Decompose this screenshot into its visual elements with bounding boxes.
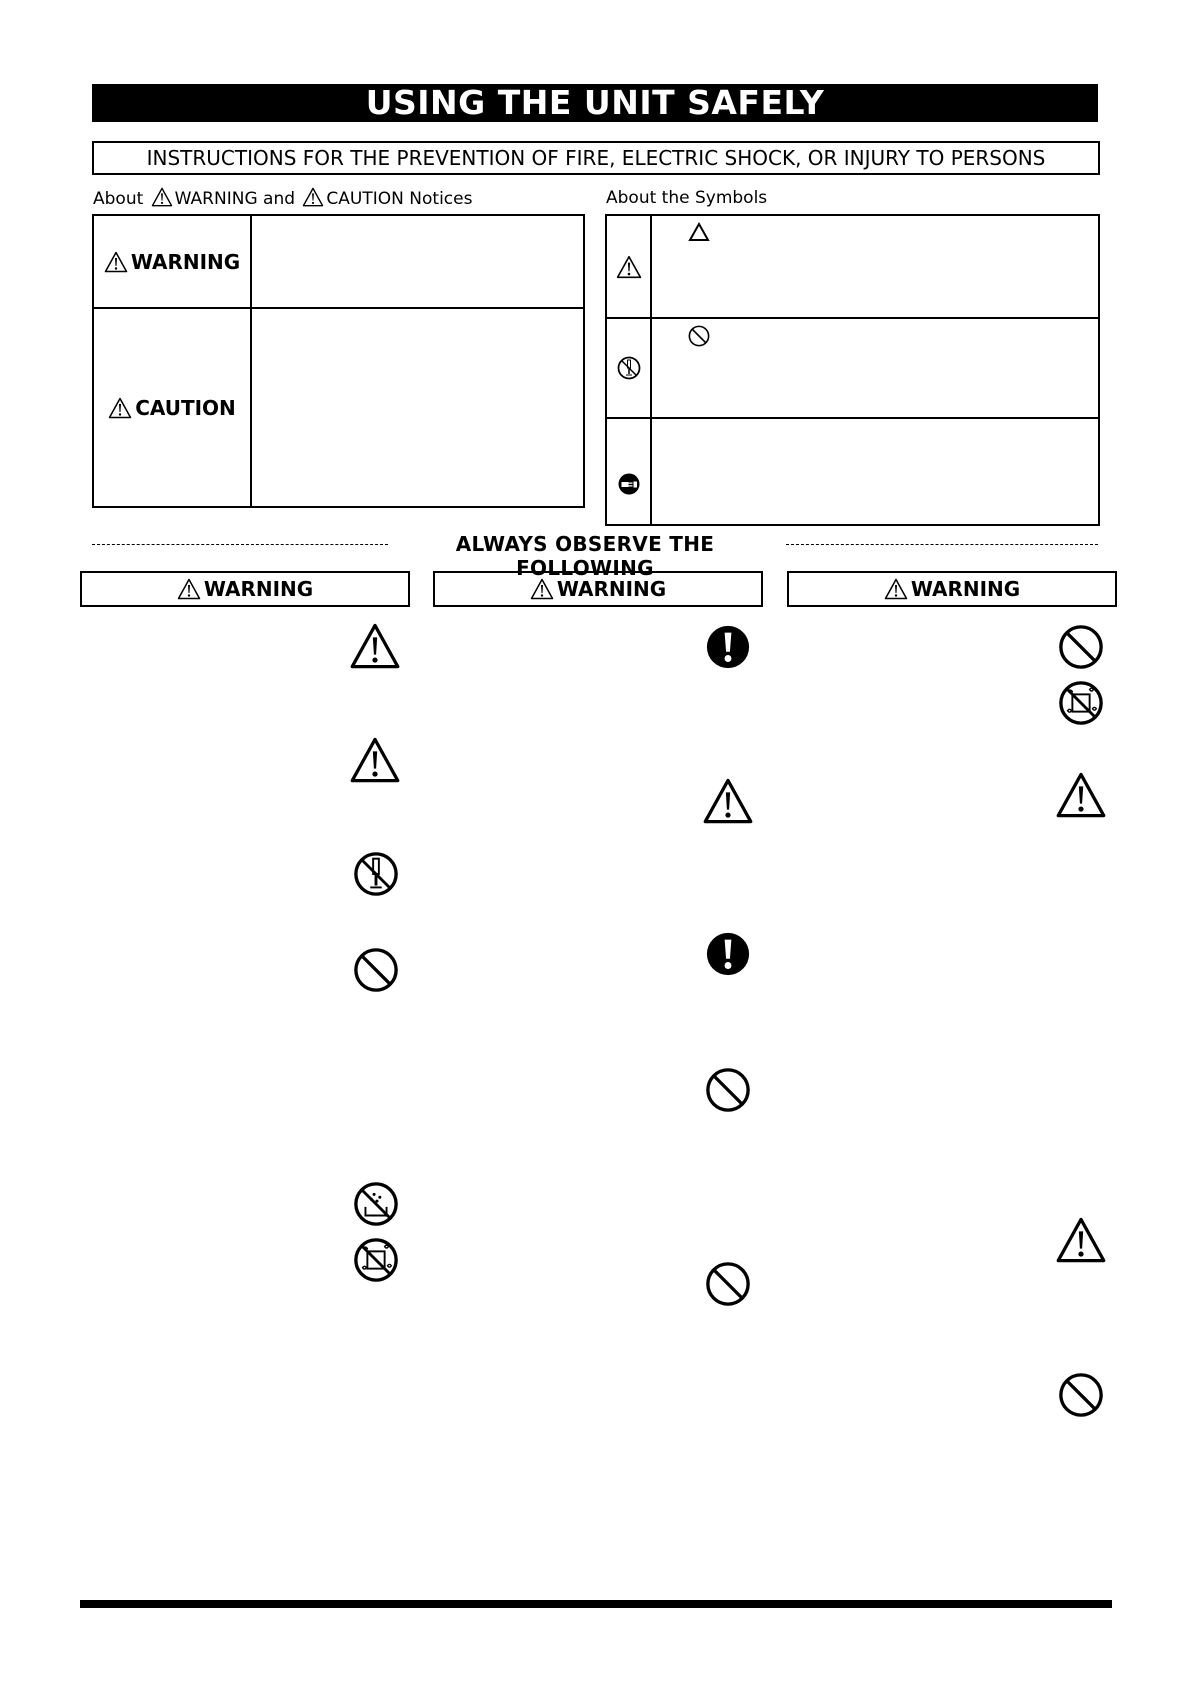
notices-heading-warning: WARNING xyxy=(174,189,258,209)
triangle-outline-icon xyxy=(688,222,710,242)
warning-label-text: WARNING xyxy=(130,249,241,274)
instructions-subtitle: INSTRUCTIONS FOR THE PREVENTION OF FIRE, ELECTRIC SHOCK, OR INJURY TO PERSONS xyxy=(92,141,1100,175)
notices-heading-suffix: Notices xyxy=(409,189,473,209)
divider-left xyxy=(92,544,388,545)
warning-triangle-icon xyxy=(151,187,173,207)
notices-heading-prefix: About xyxy=(93,189,144,209)
symbols-heading: About the Symbols xyxy=(606,188,768,208)
caution-label-text: CAUTION xyxy=(135,395,236,420)
page-title: USING THE UNIT SAFELY xyxy=(92,84,1098,122)
prohibition-icon xyxy=(353,947,399,993)
caution-triangle-icon xyxy=(702,777,754,825)
column-3-header-label: WARNING xyxy=(910,577,1021,601)
symbols-table xyxy=(605,214,1100,526)
prohibition-icon xyxy=(705,1261,751,1307)
caution-triangle-icon xyxy=(302,187,324,207)
column-2-header-label: WARNING xyxy=(556,577,667,601)
symbol-icon-cell xyxy=(607,419,652,524)
no-wet-hands-icon xyxy=(353,1237,399,1283)
always-observe-heading: ALWAYS OBSERVE THE FOLLOWING xyxy=(455,532,715,580)
no-disassemble-icon xyxy=(353,851,399,897)
notice-caution-label xyxy=(94,309,252,506)
notices-heading-and: and xyxy=(263,189,296,209)
no-wet-hands-icon xyxy=(1058,680,1104,726)
prohibition-icon xyxy=(705,1067,751,1113)
notice-row-caution xyxy=(94,309,583,506)
prohibition-icon xyxy=(1058,1372,1104,1418)
column-3-header xyxy=(787,571,1117,607)
warning-triangle-icon xyxy=(177,578,201,600)
caution-triangle-icon xyxy=(1055,771,1107,819)
notice-table xyxy=(92,214,585,508)
column-2-header xyxy=(433,571,763,607)
symbol-row-prohibition xyxy=(607,319,1098,419)
warning-triangle-icon xyxy=(530,578,554,600)
footer-rule xyxy=(80,1600,1112,1608)
symbol-icon-cell xyxy=(607,319,652,417)
column-1-header-label: WARNING xyxy=(203,577,314,601)
unplug-icon xyxy=(617,472,641,496)
notices-heading-caution: CAUTION xyxy=(326,189,404,209)
caution-triangle-icon xyxy=(108,397,132,419)
warning-triangle-icon xyxy=(104,251,128,273)
notice-warning-label xyxy=(94,216,252,307)
no-disassemble-icon xyxy=(617,356,641,380)
prohibition-circle-icon xyxy=(688,325,710,347)
symbol-row-caution xyxy=(607,216,1098,319)
notice-row-warning xyxy=(94,216,583,309)
column-1-header xyxy=(80,571,410,607)
mandatory-action-icon xyxy=(705,624,751,670)
caution-triangle-icon xyxy=(349,736,401,784)
symbol-icon-cell xyxy=(607,216,652,317)
divider-right xyxy=(786,544,1098,545)
mandatory-action-icon xyxy=(705,931,751,977)
caution-triangle-icon xyxy=(349,622,401,670)
no-water-icon xyxy=(353,1181,399,1227)
symbol-row-mandatory xyxy=(607,419,1098,524)
warning-triangle-icon xyxy=(884,578,908,600)
prohibition-icon xyxy=(1058,624,1104,670)
caution-triangle-icon xyxy=(616,255,642,279)
notices-heading xyxy=(93,187,472,210)
caution-triangle-icon xyxy=(1055,1216,1107,1264)
